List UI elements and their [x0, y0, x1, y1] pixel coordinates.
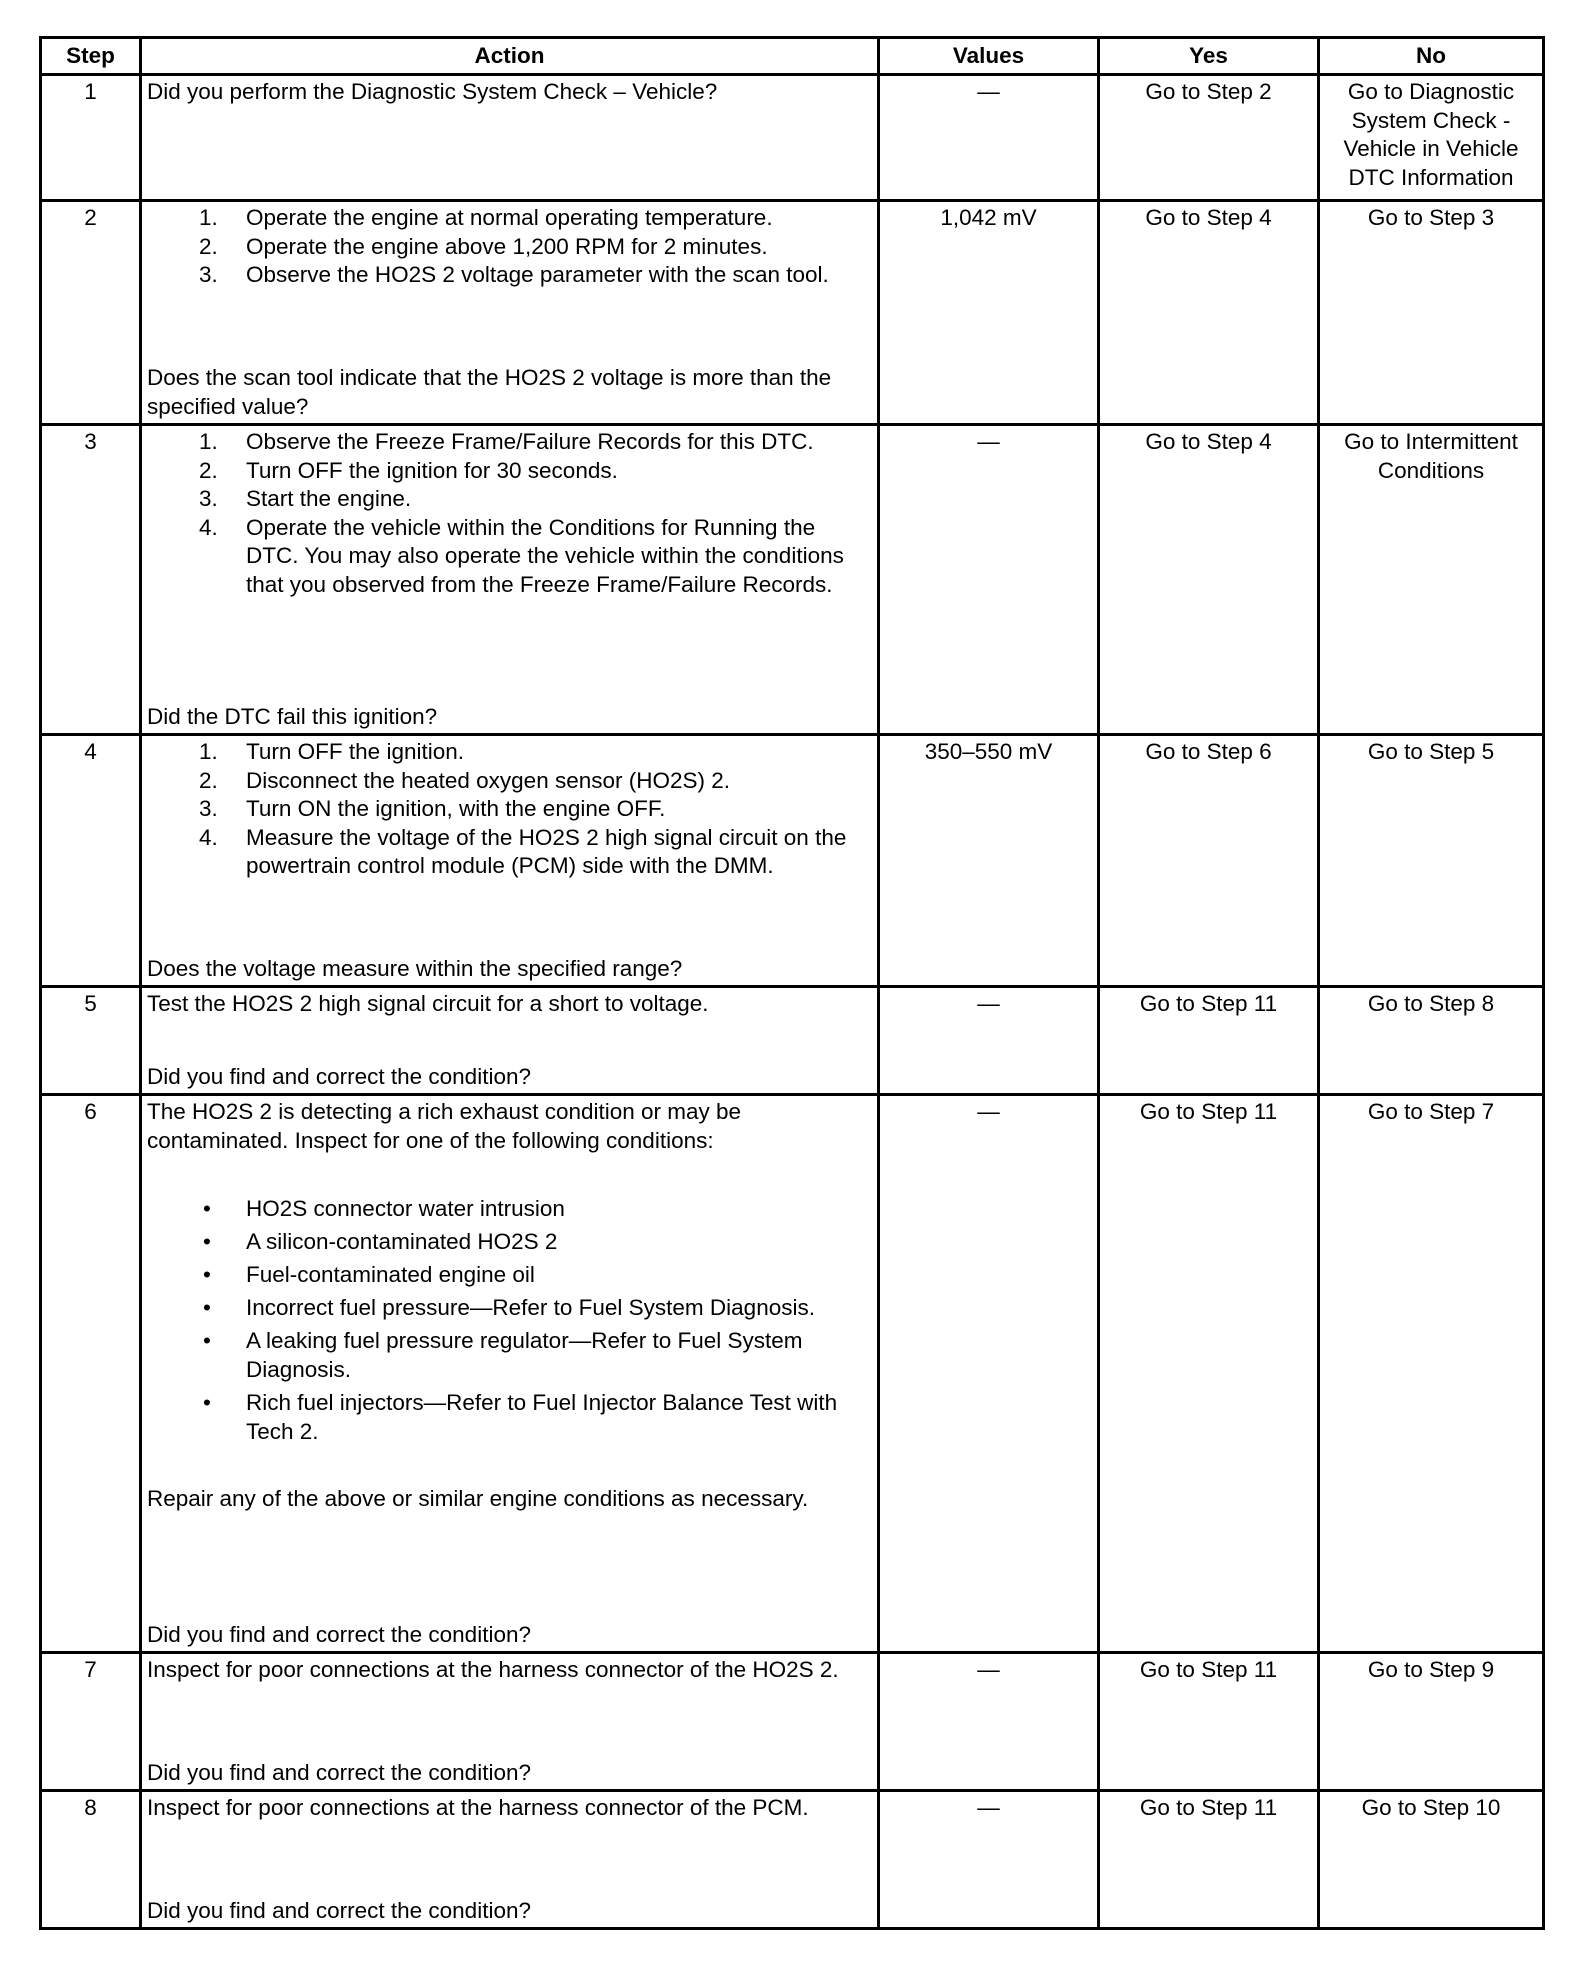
question-text: Did you find and correct the condition? — [147, 1063, 531, 1089]
action-text: Test the HO2S 2 high signal circuit for a short to voltage. — [147, 991, 709, 1016]
header-step: Step — [41, 38, 141, 75]
yes-cell: Go to Step 11 — [1099, 1653, 1319, 1791]
question-text: Did you find and correct the condition? — [147, 1759, 531, 1785]
step-number: 4 — [41, 735, 141, 987]
list-item: 3. Start the engine. — [199, 486, 412, 511]
yes-cell: Go to Step 4 — [1099, 201, 1319, 425]
repair-text: Repair any of the above or similar engine conditions as necessary. — [147, 1486, 809, 1511]
action-cell — [141, 201, 879, 425]
table-row — [41, 201, 1544, 425]
procedure-list — [147, 428, 872, 599]
action-text: The HO2S 2 is detecting a rich exhaust condition or may be contaminated. Inspect for one of the following conditions: — [147, 1099, 742, 1153]
list-item: 3. Turn ON the ignition, with the engine OFF. — [199, 796, 666, 821]
question-text: Did the DTC fail this ignition? — [147, 703, 438, 729]
yes-cell: Go to Step 2 — [1099, 75, 1319, 201]
header-row — [41, 38, 1544, 75]
action-cell — [141, 1791, 879, 1929]
step-number: 8 — [41, 1791, 141, 1929]
table-row — [41, 1791, 1544, 1929]
value-cell: — — [879, 425, 1099, 735]
procedure-list — [147, 738, 872, 881]
list-item: • HO2S connector water intrusion — [203, 1196, 565, 1221]
table-row — [41, 735, 1544, 987]
question-text: Does the voltage measure within the specified range? — [147, 955, 683, 981]
step-number: 3 — [41, 425, 141, 735]
header-values: Values — [879, 38, 1099, 75]
step-number: 7 — [41, 1653, 141, 1791]
list-item: 3. Observe the HO2S 2 voltage parameter with the scan tool. — [199, 262, 829, 287]
yes-cell: Go to Step 11 — [1099, 987, 1319, 1095]
no-cell: Go to Step 8 — [1319, 987, 1544, 1095]
value-cell: — — [879, 987, 1099, 1095]
list-item: • A silicon-contaminated HO2S 2 — [203, 1229, 558, 1254]
no-cell: Go to Step 9 — [1319, 1653, 1544, 1791]
list-item: 1. Operate the engine at normal operating temperature. — [199, 205, 773, 230]
list-item: 1. Turn OFF the ignition. — [199, 739, 465, 764]
no-cell: Go to Step 3 — [1319, 201, 1544, 425]
list-item: 2. Disconnect the heated oxygen sensor (HO2S) 2. — [199, 767, 731, 793]
question-text: Did you find and correct the condition? — [147, 1621, 531, 1647]
list-item: • A leaking fuel pressure regulator—Refer to Fuel System Diagnosis. — [203, 1328, 803, 1382]
list-item: • Incorrect fuel pressure—Refer to Fuel System Diagnosis. — [203, 1295, 815, 1320]
table-row — [41, 425, 1544, 735]
value-cell: — — [879, 75, 1099, 201]
yes-cell: Go to Step 11 — [1099, 1791, 1319, 1929]
table-row — [41, 1653, 1544, 1791]
no-cell: Go to Step 7 — [1319, 1095, 1544, 1653]
action-cell — [141, 735, 879, 987]
step-number: 2 — [41, 201, 141, 425]
action-cell — [141, 425, 879, 735]
list-item: • Fuel-contaminated engine oil — [203, 1262, 535, 1287]
action-text: Inspect for poor connections at the harness connector of the HO2S 2. — [147, 1657, 839, 1682]
step-number: 5 — [41, 987, 141, 1095]
step-number: 1 — [41, 75, 141, 201]
yes-cell: Go to Step 4 — [1099, 425, 1319, 735]
list-item: 1. Observe the Freeze Frame/Failure Records for this DTC. — [199, 429, 814, 454]
value-cell: — — [879, 1791, 1099, 1929]
no-cell: Go to Intermittent Conditions — [1319, 425, 1544, 735]
table-row — [41, 987, 1544, 1095]
action-text: Inspect for poor connections at the harness connector of the PCM. — [147, 1795, 809, 1820]
value-cell: 350–550 mV — [879, 735, 1099, 987]
step-number: 6 — [41, 1095, 141, 1653]
value-cell: — — [879, 1653, 1099, 1791]
action-cell — [141, 987, 879, 1095]
action-cell — [141, 75, 879, 201]
list-item: 2. Turn OFF the ignition for 30 seconds. — [199, 457, 618, 483]
action-text: Did you perform the Diagnostic System Check – Vehicle? — [147, 79, 718, 104]
diagnostic-table — [39, 36, 1545, 1930]
question-text: Did you find and correct the condition? — [147, 1897, 531, 1923]
action-cell — [141, 1653, 879, 1791]
value-cell: 1,042 mV — [879, 201, 1099, 425]
header-no: No — [1319, 38, 1544, 75]
no-cell: Go to Diagnostic System Check - Vehicle in Vehicle DTC Information — [1319, 75, 1544, 201]
table-row — [41, 1095, 1544, 1653]
header-action: Action — [141, 38, 879, 75]
yes-cell: Go to Step 6 — [1099, 735, 1319, 987]
header-yes: Yes — [1099, 38, 1319, 75]
list-item: • Rich fuel injectors—Refer to Fuel Injector Balance Test with Tech 2. — [203, 1390, 838, 1444]
question-text: Does the scan tool indicate that the HO2S 2 voltage is more than the specified value? — [147, 365, 832, 419]
yes-cell: Go to Step 11 — [1099, 1095, 1319, 1653]
procedure-list — [147, 204, 872, 290]
table-row — [41, 75, 1544, 201]
no-cell: Go to Step 10 — [1319, 1791, 1544, 1929]
list-item: 2. Operate the engine above 1,200 RPM for 2 minutes. — [199, 233, 768, 259]
list-item: 4. Operate the vehicle within the Conditions for Running the DTC. You may also operate the vehicle within the conditions that you observed from the Freeze Frame/Failure Records. — [199, 514, 844, 597]
no-cell: Go to Step 5 — [1319, 735, 1544, 987]
condition-list — [147, 1194, 872, 1446]
value-cell: — — [879, 1095, 1099, 1653]
action-cell — [141, 1095, 879, 1653]
list-item: 4. Measure the voltage of the HO2S 2 high signal circuit on the powertrain control module (PCM) side with the DMM. — [199, 824, 847, 878]
